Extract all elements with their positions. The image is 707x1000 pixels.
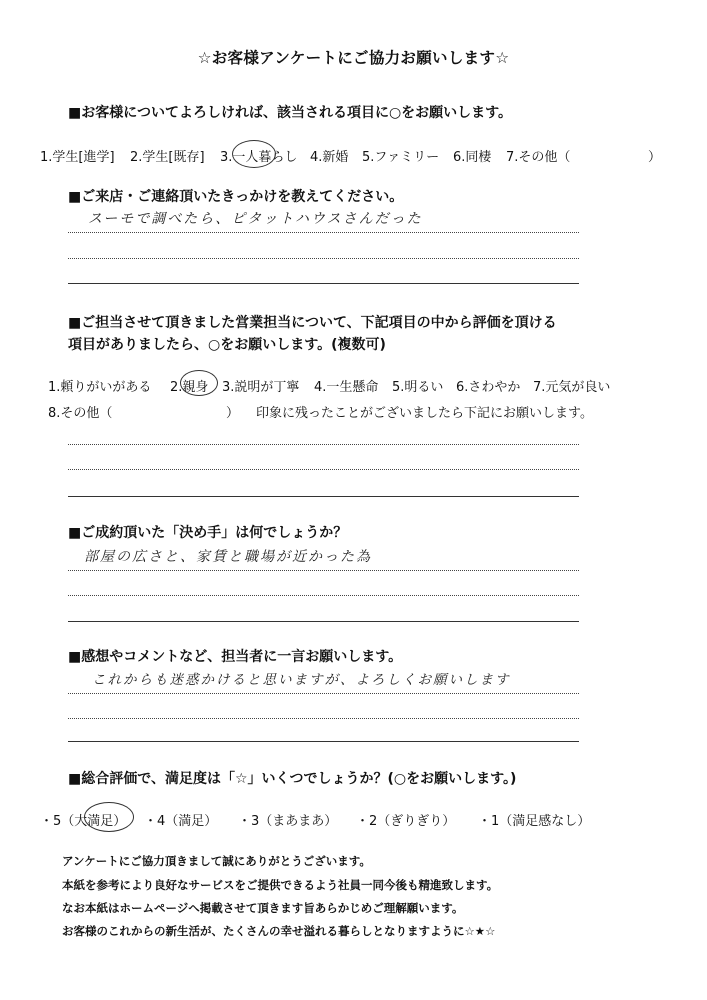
q4-answer-line-1 [68, 570, 579, 571]
q1-option-7-close: ） [648, 150, 662, 165]
q5-answer-line-1 [68, 693, 579, 694]
q3-answer-circle [180, 370, 218, 396]
q4-handwritten-answer: 部屋の広さと、家賃と職場が近かった為 [84, 549, 372, 565]
footer-line-3: なお本紙はホームページへ掲載させて頂きます旨あらかじめご理解願います。 [62, 901, 464, 915]
q3-option-7[interactable]: 7.元気が良い [533, 380, 611, 395]
q3-option-5[interactable]: 5.明るい [392, 380, 444, 395]
page-title: ☆お客様アンケートにご協力お願いします☆ [197, 49, 510, 67]
q5-answer-line-3 [68, 741, 579, 742]
q3-answer-line-1 [68, 444, 579, 445]
q3-option-4[interactable]: 4.一生懸命 [314, 380, 379, 395]
q6-answer-circle [84, 802, 134, 832]
footer-line-2: 本紙を参考により良好なサービスをご提供できるよう社員一同今後も精進致します。 [62, 878, 499, 892]
q6-option-4[interactable]: ・4（満足） [144, 814, 218, 829]
q1-option-2[interactable]: 2.学生[既存] [130, 150, 205, 165]
q1-option-4[interactable]: 4.新婚 [310, 150, 349, 165]
q3-option-3[interactable]: 3.説明が丁寧 [222, 380, 300, 395]
q2-answer-line-3 [68, 283, 579, 284]
footer-line-1: アンケートにご協力頂きまして誠にありがとうございます。 [62, 854, 371, 868]
q6-option-5[interactable]: ・5（大満足） [40, 814, 127, 829]
q1-option-5[interactable]: 5.ファミリー [362, 150, 440, 165]
q3-option-6[interactable]: 6.さわやか [456, 380, 521, 395]
q3-option-2[interactable]: 2.親身 [170, 380, 209, 395]
footer-line-4: お客様のこれからの新生活が、たくさんの幸せ溢れる暮らしとなりますように☆★☆ [62, 924, 496, 938]
q6-question: ■総合評価で、満足度は「☆」いくつでしょうか？(○をお願いします。) [68, 771, 517, 787]
q3-question-line-2: 項目がありましたら、○をお願いします。(複数可) [68, 337, 386, 353]
q6-option-2[interactable]: ・2（ぎりぎり） [356, 814, 456, 829]
q2-question: ■ご来店・ご連絡頂いたきっかけを教えてください。 [68, 189, 404, 205]
q3-question-line-1: ■ご担当させて頂きました営業担当について、下記項目の中から評価を頂ける [68, 315, 557, 331]
q3-option-8[interactable]: 8.その他（ [48, 406, 113, 421]
q2-answer-line-2 [68, 258, 579, 259]
q1-option-7[interactable]: 7.その他（ [506, 150, 571, 165]
q1-question: ■お客様についてよろしければ、該当される項目に○をお願いします。 [68, 105, 513, 121]
q1-option-1[interactable]: 1.学生[進学] [40, 150, 115, 165]
q1-option-3[interactable]: 3.一人暮らし [220, 150, 298, 165]
q6-option-3[interactable]: ・3（まあまあ） [238, 814, 338, 829]
q2-handwritten-answer: スーモで調べたら、ピタットハウスさんだった [88, 211, 423, 227]
q3-answer-line-3 [68, 496, 579, 497]
q5-question: ■感想やコメントなど、担当者に一言お願いします。 [68, 649, 403, 665]
q3-note: 印象に残ったことがございましたら下記にお願いします。 [256, 406, 593, 421]
q5-answer-line-2 [68, 718, 579, 719]
q2-answer-line-1 [68, 232, 579, 233]
q3-option-1[interactable]: 1.頼りがいがある [48, 380, 152, 395]
q6-option-1[interactable]: ・1（満足感なし） [478, 814, 591, 829]
q3-answer-line-2 [68, 469, 579, 470]
q1-option-6[interactable]: 6.同棲 [453, 150, 492, 165]
q3-option-8-close: ） [226, 406, 240, 421]
q1-answer-circle [232, 140, 276, 168]
q4-answer-line-2 [68, 595, 579, 596]
q5-handwritten-answer: これからも迷惑かけると思いますが、よろしくお願いします [92, 672, 511, 688]
q4-answer-line-3 [68, 621, 579, 622]
q4-question: ■ご成約頂いた「決め手」は何でしょうか？ [68, 525, 348, 541]
